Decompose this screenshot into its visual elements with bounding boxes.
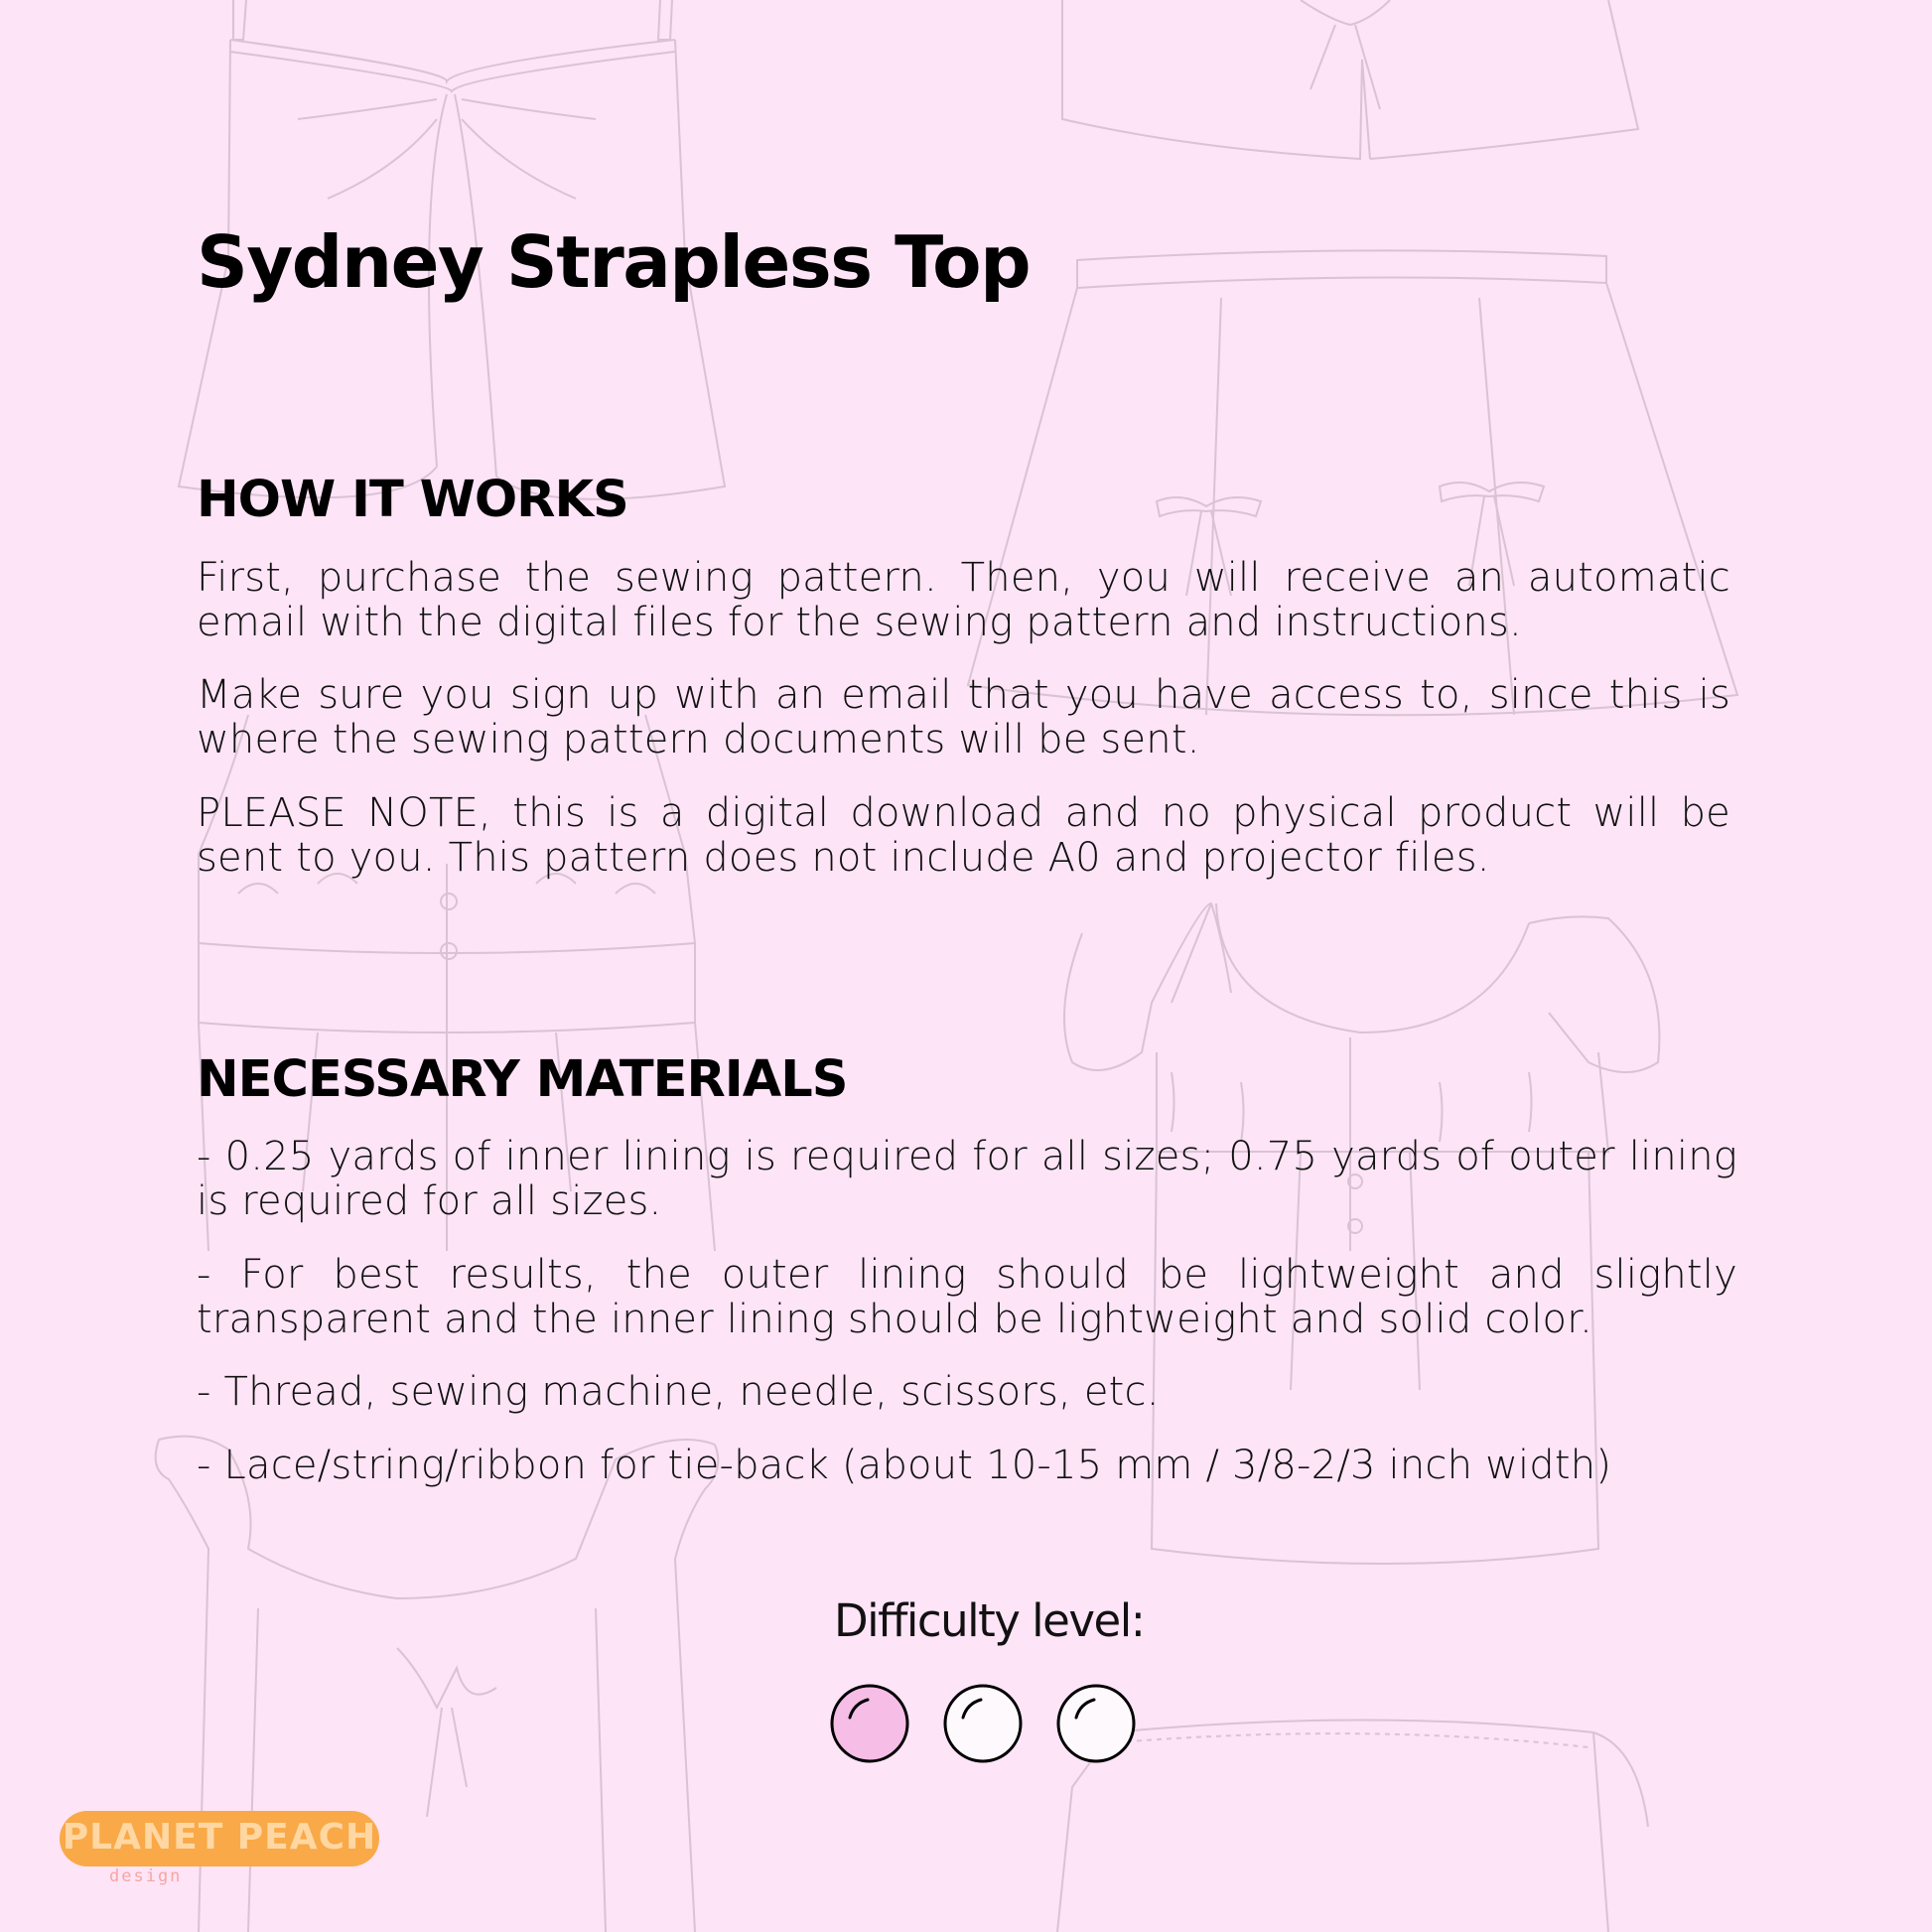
how-it-works-paragraph: PLEASE NOTE, this is a digital download and no physical product will be sent to you. This pattern does not include A0 and projector files. xyxy=(197,790,1730,881)
how-it-works-heading: HOW IT WORKS xyxy=(197,471,628,529)
difficulty-dot-filled xyxy=(830,1684,909,1763)
difficulty-dot-empty xyxy=(943,1684,1023,1763)
how-it-works-paragraph: Make sure you sign up with an email that you have access to, since this is where the sewing pattern documents will be sent. xyxy=(197,672,1730,762)
materials-item: - Thread, sewing machine, needle, scissors, etc. xyxy=(197,1369,1160,1415)
brand-logo xyxy=(60,1811,379,1866)
sketch-bottom-top xyxy=(1057,1721,1648,1932)
materials-item: - 0.25 yards of inner lining is required for all sizes; 0.75 yards of outer lining is required for all sizes. xyxy=(197,1134,1737,1224)
brand-logo-text: PLANET PEACH xyxy=(62,1817,377,1858)
how-it-works-paragraph: First, purchase the sewing pattern. Then, you will receive an automatic email with the digital files for the sewing pattern and instructions. xyxy=(197,555,1730,645)
materials-heading: NECESSARY MATERIALS xyxy=(197,1050,848,1109)
sketch-bolero xyxy=(1062,0,1638,159)
page-title: Sydney Strapless Top xyxy=(197,220,1031,304)
sketch-skirt xyxy=(968,250,1737,715)
difficulty-label: Difficulty level: xyxy=(834,1594,1145,1647)
materials-item: - Lace/string/ribbon for tie-back (about 10-15 mm / 3/8-2/3 inch width) xyxy=(197,1443,1612,1488)
materials-item: - For best results, the outer lining should be lightweight and slightly transparent and the inner lining should be lightweight and solid color. xyxy=(197,1252,1737,1342)
brand-logo-subtitle: design xyxy=(109,1866,183,1886)
difficulty-dot-empty xyxy=(1056,1684,1136,1763)
